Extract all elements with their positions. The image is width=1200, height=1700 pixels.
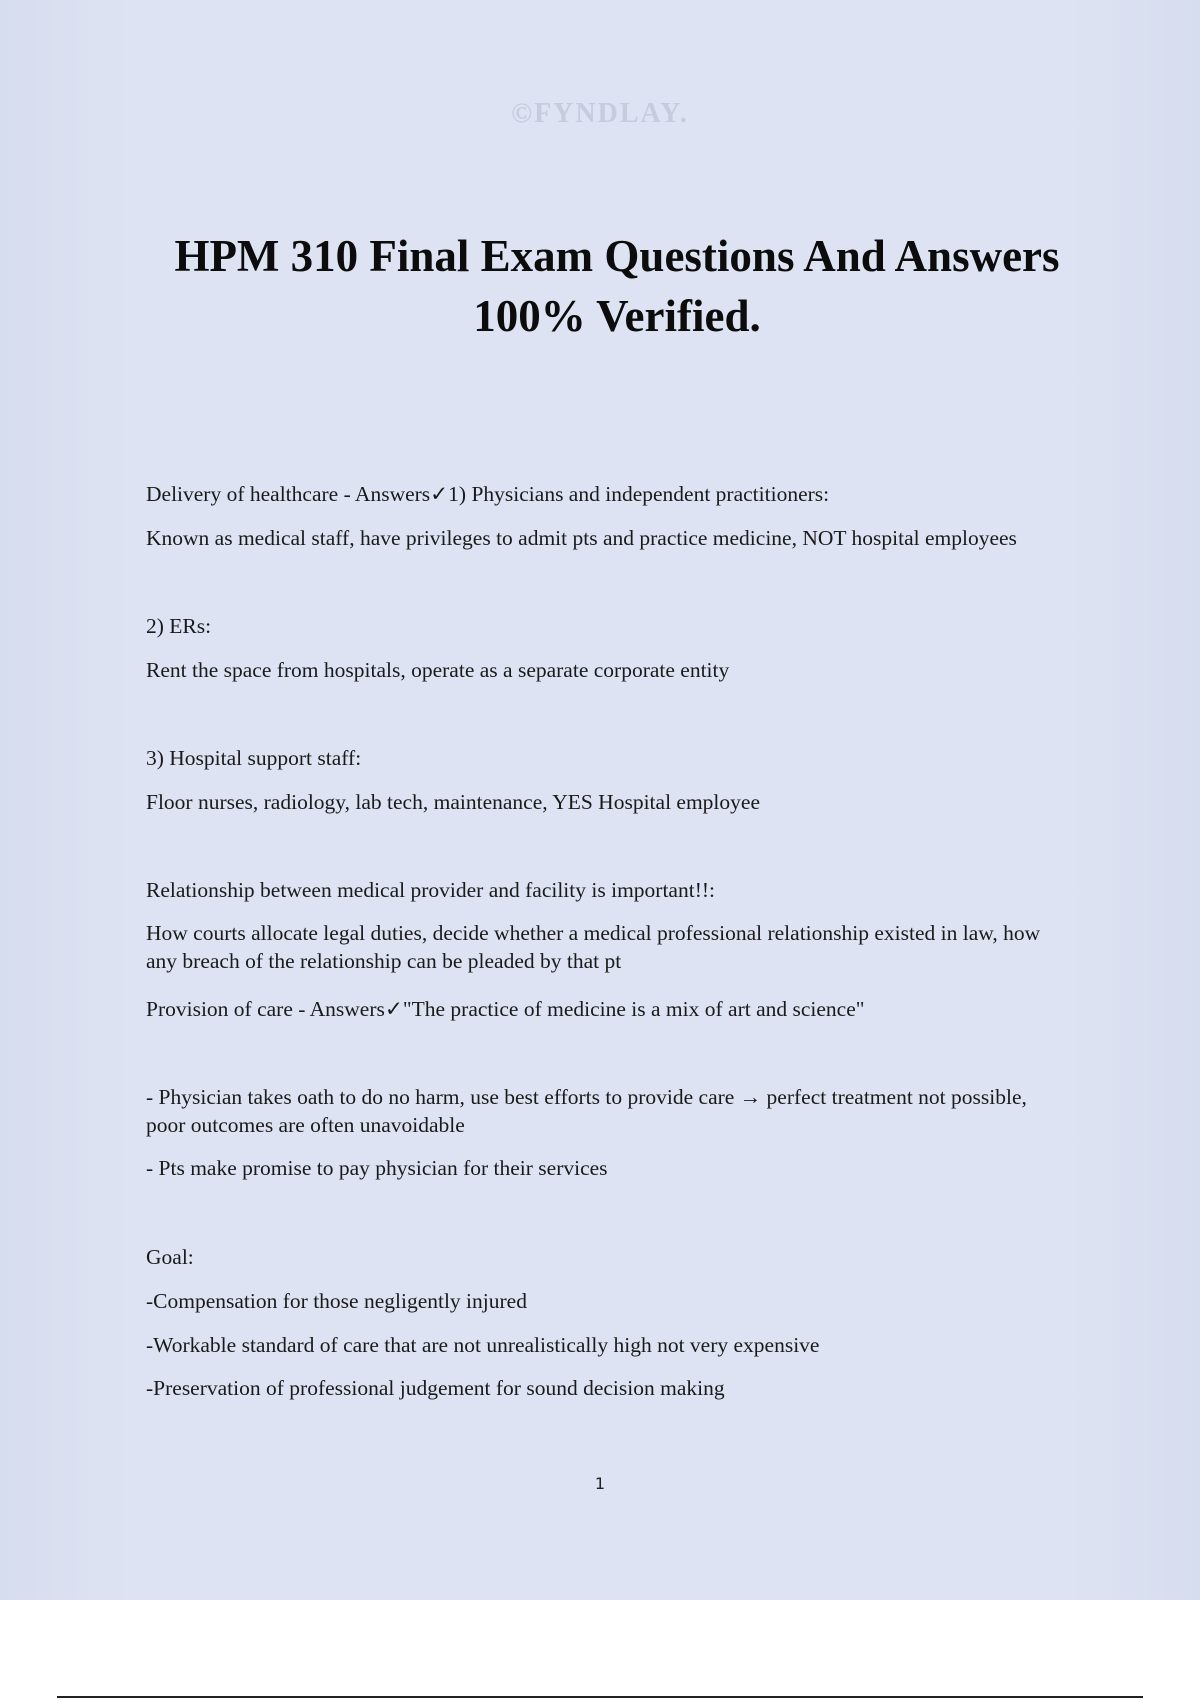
provision-point-payment: - Pts make promise to pay physician for their services: [146, 1156, 608, 1180]
relationship-heading: Relationship between medical provider and facility is important!!:: [146, 878, 715, 902]
page-divider: [57, 1696, 1143, 1698]
answer-support-staff-heading: 3) Hospital support staff:: [146, 746, 362, 770]
provision-point-oath: - Physician takes oath to do no harm, use best efforts to provide care → perfect treatment not possible, poor outcomes are often unavoidable: [146, 1085, 1027, 1137]
document-body: [146, 480, 1066, 1402]
answer-physicians-detail: Known as medical staff, have privileges to admit pts and practice medicine, NOT hospital employees: [146, 526, 1017, 550]
goal-heading: Goal:: [146, 1245, 194, 1269]
document-title: HPM 310 Final Exam Questions And Answers 100% Verified.: [174, 231, 1060, 341]
goal-item-standard-of-care: -Workable standard of care that are not unrealistically high not very expensive: [146, 1333, 820, 1357]
answer-ers-heading: 2) ERs:: [146, 614, 212, 638]
goal-item-compensation: -Compensation for those negligently injured: [146, 1289, 527, 1313]
watermark: ©FYNDLAY.: [511, 98, 689, 129]
question-provision-of-care: Provision of care - Answers✓"The practice of medicine is a mix of art and science": [146, 997, 865, 1021]
answer-ers-detail: Rent the space from hospitals, operate as a separate corporate entity: [146, 658, 730, 682]
page-number: 1: [594, 1474, 606, 1493]
relationship-detail: How courts allocate legal duties, decide whether a medical professional relationship existed in law, how any breach of the relationship can be pleaded by that pt: [146, 921, 1041, 973]
answer-support-staff-detail: Floor nurses, radiology, lab tech, maintenance, YES Hospital employee: [146, 790, 760, 814]
question-delivery-of-healthcare: Delivery of healthcare - Answers✓1) Physicians and independent practitioners:: [146, 482, 830, 506]
goal-item-professional-judgement: -Preservation of professional judgement for sound decision making: [146, 1376, 725, 1400]
